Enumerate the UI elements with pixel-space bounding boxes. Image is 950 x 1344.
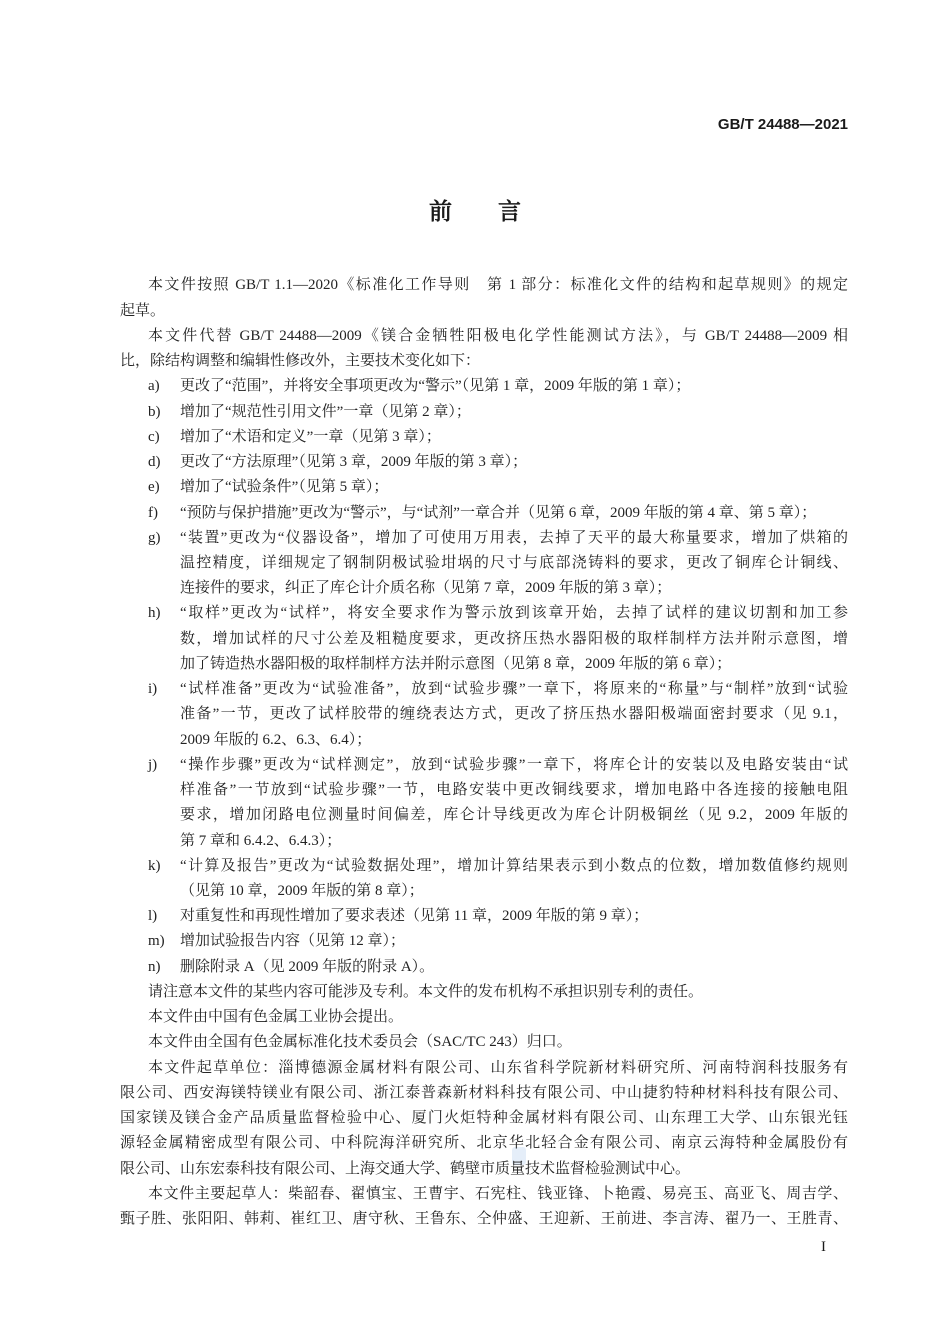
change-item-label: j) bbox=[148, 756, 158, 773]
change-item-line: 增加了“规范性引用文件”一章（见第 2 章）； bbox=[180, 403, 471, 420]
change-item-text bbox=[180, 929, 848, 954]
change-item-line: 增加试验报告内容（见第 12 章）； bbox=[180, 933, 406, 950]
paragraph-line: 比，除结构调整和编辑性修改外，主要技术变化如下： bbox=[120, 353, 481, 370]
change-item-label: d) bbox=[148, 454, 161, 471]
change-item-line: “试样准备”更改为“试验准备”，放到“试验步骤”一章下，将原来的“称量”与“制样”放到“试验 bbox=[180, 681, 848, 698]
intro-paragraph bbox=[120, 324, 848, 374]
change-item-line: 增加了“试验条件”（见第 5 章）； bbox=[180, 479, 389, 496]
change-item-line: 准备”一节，更改了试样胶带的缠绕表达方式，更改了挤压热水器阳极端面密封要求（见 9.1， bbox=[180, 706, 848, 723]
paragraph-line: 本文件由中国有色金属工业协会提出。 bbox=[148, 1009, 404, 1026]
drafters-paragraph bbox=[120, 1182, 848, 1232]
change-item-line: 2009 年版的 6.2、6.3、6.4）； bbox=[180, 731, 372, 748]
change-item-text bbox=[180, 601, 848, 677]
change-item-line: 加了铸造热水器阳极的取样制样方法并附示意图（见第 8 章，2009 年版的第 6 章）； bbox=[180, 655, 732, 672]
change-item bbox=[120, 374, 848, 399]
paragraph-line: 本文件起草单位：淄博德源金属材料有限公司、山东省科学院新材料研究所、河南特润科技服务有 bbox=[148, 1059, 848, 1076]
change-item-line: 更改了“方法原理”（见第 3 章，2009 年版的第 3 章）； bbox=[180, 454, 528, 471]
change-item-label: a) bbox=[148, 378, 160, 395]
change-item bbox=[120, 400, 848, 425]
patent-notice-paragraph bbox=[120, 980, 848, 1005]
change-item-text bbox=[180, 677, 848, 753]
change-item-line: （见第 10 章，2009 年版的第 8 章）； bbox=[180, 883, 424, 900]
change-item-line: 温控精度，详细规定了钢制阴极试验坩埚的尺寸与底部浇铸料的要求，更改了铜库仑计铜线、 bbox=[180, 554, 848, 571]
intro-paragraph bbox=[120, 273, 848, 323]
change-item-label: e) bbox=[148, 479, 160, 496]
change-item bbox=[120, 475, 848, 500]
change-item-label: f) bbox=[148, 504, 158, 521]
change-item-label: h) bbox=[148, 605, 161, 622]
change-item-text bbox=[180, 753, 848, 854]
change-item bbox=[120, 601, 848, 677]
paragraph-line: 本文件代替 GB/T 24488—2009《镁合金牺牲阳极电化学性能测试方法》，与 GB/T 24488—2009 相 bbox=[148, 327, 848, 344]
change-item-text bbox=[180, 425, 848, 450]
change-item-text bbox=[180, 904, 848, 929]
change-item-label: m) bbox=[148, 933, 165, 950]
change-item bbox=[120, 501, 848, 526]
foreword-title: 前 言 bbox=[429, 199, 521, 225]
change-item-label: k) bbox=[148, 857, 161, 874]
page-number: I bbox=[821, 1239, 826, 1255]
change-item-line: 要求，增加闭路电位测量时间偏差，库仑计导线更改为库仑计阴极铜丝（见 9.2，2009 年版的 bbox=[180, 807, 848, 824]
paragraph-line: 本文件由全国有色金属标准化技术委员会（SAC/TC 243）归口。 bbox=[148, 1034, 572, 1051]
drafting-organizations-paragraph bbox=[120, 1056, 848, 1182]
paragraph-line: 请注意本文件的某些内容可能涉及专利。本文件的发布机构不承担识别专利的责任。 bbox=[148, 983, 704, 1000]
paragraph-line: 甄子胜、张阳阳、韩莉、崔红卫、唐守秋、王鲁东、仝仲盛、王迎新、王前进、李言涛、翟乃一、王胜青、 bbox=[120, 1211, 848, 1228]
change-item bbox=[120, 904, 848, 929]
change-item-line: “操作步骤”更改为“试样测定”，放到“试验步骤”一章下，将库仑计的安装以及电路安装由“试 bbox=[180, 756, 848, 773]
change-item bbox=[120, 425, 848, 450]
change-item bbox=[120, 526, 848, 602]
change-item-label: g) bbox=[148, 529, 161, 546]
change-item-text bbox=[180, 955, 848, 980]
change-item bbox=[120, 450, 848, 475]
change-item-text bbox=[180, 475, 848, 500]
paragraph-line: 本文件按照 GB/T 1.1—2020《标准化工作导则 第 1 部分：标准化文件的结构和起草规则》的规定 bbox=[148, 277, 848, 294]
change-item-label: b) bbox=[148, 403, 161, 420]
change-item-label: l) bbox=[148, 908, 158, 925]
change-item-line: “装置”更改为“仪器设备”，增加了可使用万用表，去掉了天平的最大称量要求，增加了烘箱的 bbox=[180, 529, 848, 546]
change-item-text bbox=[180, 526, 848, 602]
change-item-text bbox=[180, 374, 848, 399]
change-item bbox=[120, 677, 848, 753]
paragraph-line: 本文件主要起草人：柴韶春、翟慎宝、王曹宇、石宪柱、钱亚锋、卜艳霞、易亮玉、高亚飞、周吉学、 bbox=[148, 1185, 848, 1202]
change-item-line: “取样”更改为“试样”，将安全要求作为警示放到该章开始，去掉了试样的建议切割和加工参 bbox=[180, 605, 848, 622]
paragraph-line: 限公司、山东宏泰科技有限公司、上海交通大学、鹤壁市质量技术监督检验测试中心。 bbox=[120, 1160, 691, 1177]
change-item-line: 增加了“术语和定义”一章（见第 3 章）； bbox=[180, 428, 441, 445]
proposer-paragraph bbox=[120, 1005, 848, 1030]
paragraph-line: 起草。 bbox=[120, 302, 166, 319]
technical-committee-paragraph bbox=[120, 1030, 848, 1055]
change-item-label: i) bbox=[148, 681, 158, 698]
paragraph-line: 源轻金属精密成型有限公司、中科院海洋研究所、北京华北轻合金有限公司、南京云海特种金属股份有 bbox=[120, 1135, 848, 1152]
change-item bbox=[120, 753, 848, 854]
change-item-line: 更改了“范围”，并将安全事项更改为“警示”（见第 1 章，2009 年版的第 1 章）； bbox=[180, 378, 691, 395]
change-item-text bbox=[180, 400, 848, 425]
change-item-label: n) bbox=[148, 958, 161, 975]
change-item-line: 数，增加试样的尺寸公差及粗糙度要求，更改挤压热水器阳极的取样制样方法并附示意图，增 bbox=[180, 630, 848, 647]
paragraph-line: 限公司、西安海镁特镁业有限公司、浙江泰普森新材料科技有限公司、中山捷豹特种材料科技有限公司、 bbox=[120, 1084, 848, 1101]
change-item-text bbox=[180, 501, 848, 526]
change-item bbox=[120, 955, 848, 980]
change-item-line: 删除附录 A（见 2009 年版的附录 A）。 bbox=[180, 958, 435, 975]
change-item-line: 对重复性和再现性增加了要求表述（见第 11 章，2009 年版的第 9 章）； bbox=[180, 908, 649, 925]
change-item-text bbox=[180, 854, 848, 904]
change-item-line: “预防与保护措施”更改为“警示”，与“试剂”一章合并（见第 6 章，2009 年版的第 4 章、第 5 章）； bbox=[180, 504, 817, 521]
change-item bbox=[120, 854, 848, 904]
change-item-text bbox=[180, 450, 848, 475]
change-item-line: 连接件的要求，纠正了库仑计介质名称（见第 7 章，2009 年版的第 3 章）； bbox=[180, 580, 672, 597]
change-item-line: 样准备”一节放到“试验步骤”一节，电路安装中更改铜线要求，增加电路中各连接的接触电阻 bbox=[180, 782, 848, 799]
standard-number-header: GB/T 24488—2021 bbox=[717, 116, 848, 133]
change-item-line: “计算及报告”更改为“试验数据处理”，增加计算结果表示到小数点的位数，增加数值修约规则 bbox=[180, 857, 848, 874]
paragraph-line: 国家镁及镁合金产品质量监督检验中心、厦门火炬特种金属材料有限公司、山东理工大学、山东银光钰 bbox=[120, 1110, 848, 1127]
change-item-line: 第 7 章和 6.4.2、6.4.3）； bbox=[180, 832, 342, 849]
foreword-body bbox=[120, 273, 848, 1232]
change-item bbox=[120, 929, 848, 954]
change-item-label: c) bbox=[148, 428, 160, 445]
